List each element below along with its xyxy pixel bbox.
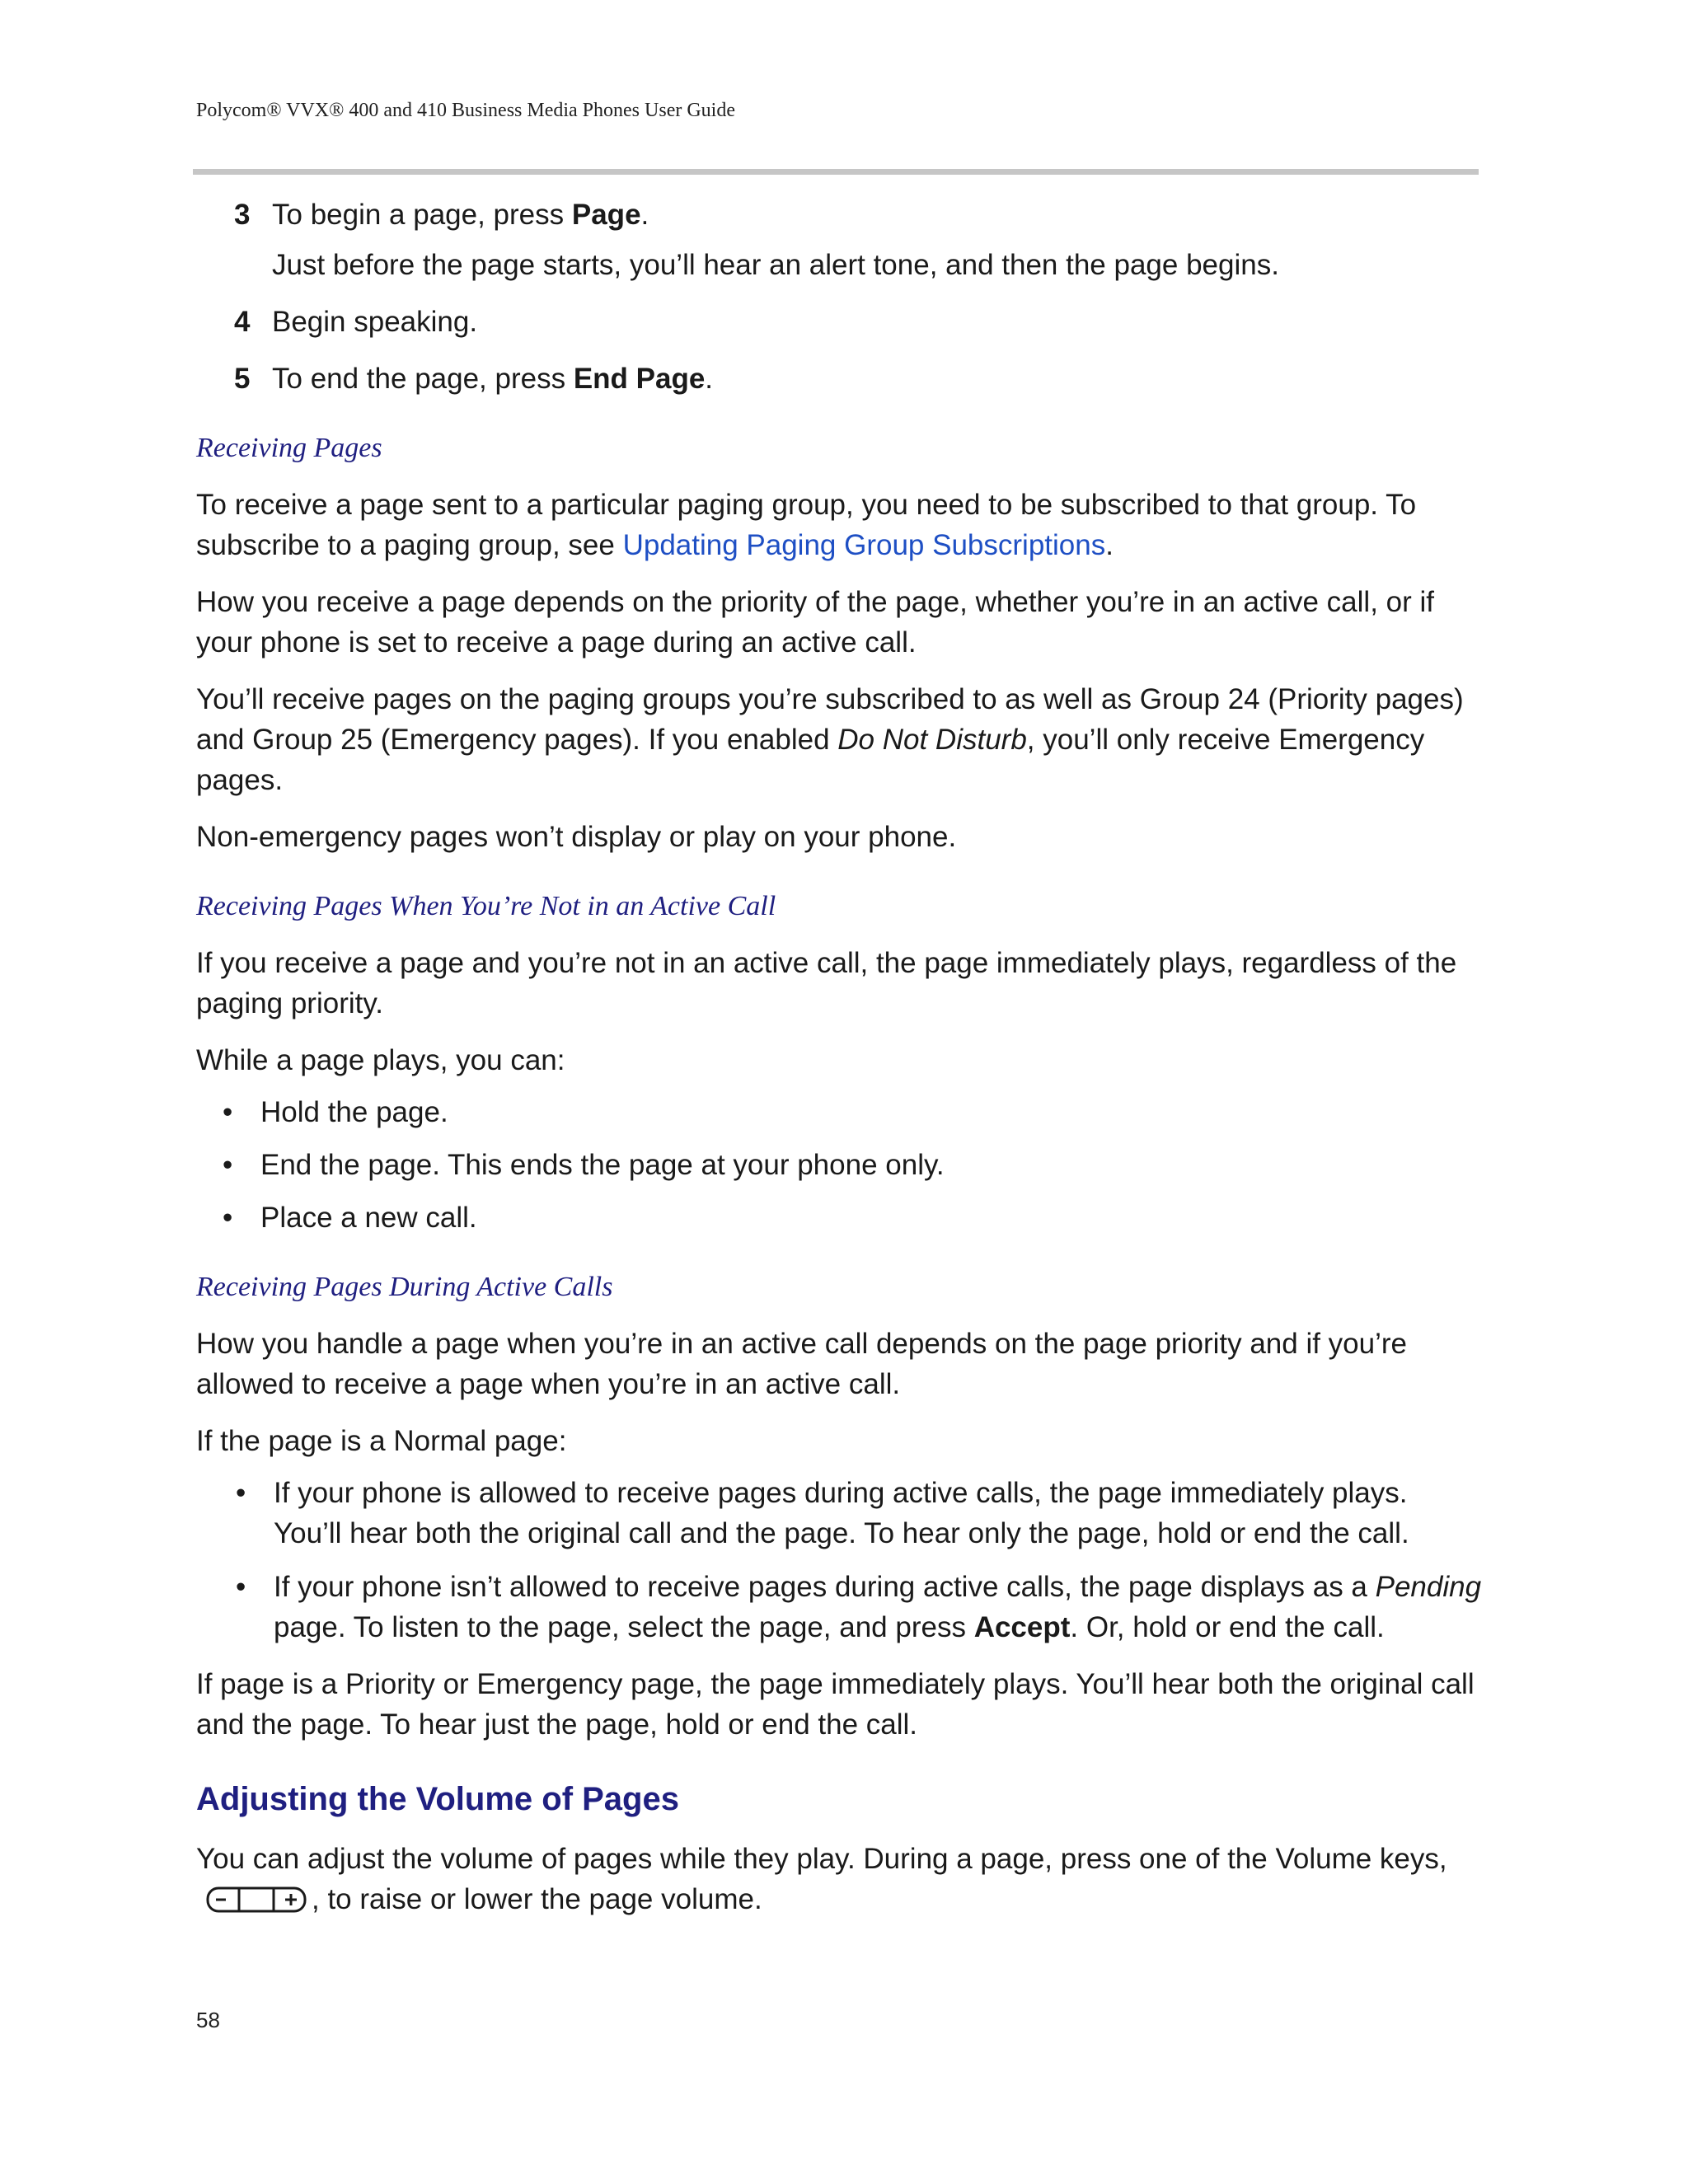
step-number: 4 xyxy=(234,306,251,338)
bullet-list xyxy=(196,1473,1482,1647)
bullet: • xyxy=(223,1202,233,1234)
page-number: 58 xyxy=(196,2008,220,2032)
step-number: 5 xyxy=(234,363,251,395)
paragraph: You’ll receive pages on the paging groups you’re subscribed to as well as Group 24 (Priority pages) and Group 25 (Emergency pages). If you enabled Do Not Disturb, you’ll only receive Emergency pages. xyxy=(196,683,1464,796)
volume-keys-icon xyxy=(206,1884,308,1924)
paragraph: How you handle a page when you’re in an active call depends on the page priority and if you’re allowed to receive a page when you’re in an active call. xyxy=(196,1328,1408,1400)
paragraph: To receive a page sent to a particular paging group, you need to be subscribed to that group. To subscribe to a paging group, see Updating Paging Group Subscriptions. xyxy=(196,489,1417,561)
softkey-label: Page xyxy=(571,199,641,231)
paragraph: You can adjust the volume of pages while they play. During a page, press one of the Volume keys,, to raise or lower the page volume. xyxy=(196,1839,1482,1924)
step-3-description: Just before the page starts, you’ll hear an alert tone, and then the page begins. xyxy=(272,249,1279,281)
paragraph: If page is a Priority or Emergency page, the page immediately plays. You’ll hear both the original call and the page. To hear just the page, hold or end the call. xyxy=(196,1668,1475,1741)
header-rule xyxy=(193,169,1479,175)
page-content xyxy=(196,194,1482,1924)
list-item: • If your phone isn’t allowed to receive pages during active calls, the page displays as a Pending page. To listen to the page, select the page, and press Accept. Or, hold or end the call. xyxy=(196,1567,1482,1647)
step-5: 5 To end the page, press End Page. xyxy=(196,359,1482,399)
heading-adjusting-volume: Adjusting the Volume of Pages xyxy=(196,1781,679,1817)
bullet: • xyxy=(236,1477,246,1509)
heading-receiving-pages: Receiving Pages xyxy=(196,433,382,463)
softkey-label: End Page xyxy=(573,363,706,395)
heading-not-in-active-call: Receiving Pages When You’re Not in an Active Call xyxy=(196,891,776,921)
bullet: • xyxy=(223,1096,233,1128)
list-item: • Place a new call. xyxy=(196,1197,1482,1238)
paragraph: While a page plays, you can: xyxy=(196,1044,565,1076)
paragraph: Non-emergency pages won’t display or play on your phone. xyxy=(196,821,957,853)
step-number: 3 xyxy=(234,199,251,231)
bullet-list xyxy=(196,1092,1482,1238)
paragraph: How you receive a page depends on the priority of the page, whether you’re in an active call, or if your phone is set to receive a page during an active call. xyxy=(196,586,1434,658)
list-item: • End the page. This ends the page at your phone only. xyxy=(196,1145,1482,1185)
link-updating-paging-group-subscriptions[interactable]: Updating Paging Group Subscriptions xyxy=(622,529,1106,561)
list-item: • If your phone is allowed to receive pages during active calls, the page immediately plays. You’ll hear both the original call and the page. To hear only the page, hold or end the call. xyxy=(196,1473,1482,1554)
step-3: 3 To begin a page, press Page. xyxy=(196,194,1482,235)
list-item: • Hold the page. xyxy=(196,1092,1482,1132)
running-header: Polycom® VVX® 400 and 410 Business Media Phones User Guide xyxy=(196,100,735,121)
paragraph: If the page is a Normal page: xyxy=(196,1425,567,1457)
bullet: • xyxy=(223,1149,233,1181)
paragraph: If you receive a page and you’re not in an active call, the page immediately plays, regardless of the paging priority. xyxy=(196,947,1457,1019)
bullet: • xyxy=(236,1571,246,1603)
step-4: 4 Begin speaking. xyxy=(196,302,1482,342)
heading-during-active-calls: Receiving Pages During Active Calls xyxy=(196,1272,613,1302)
